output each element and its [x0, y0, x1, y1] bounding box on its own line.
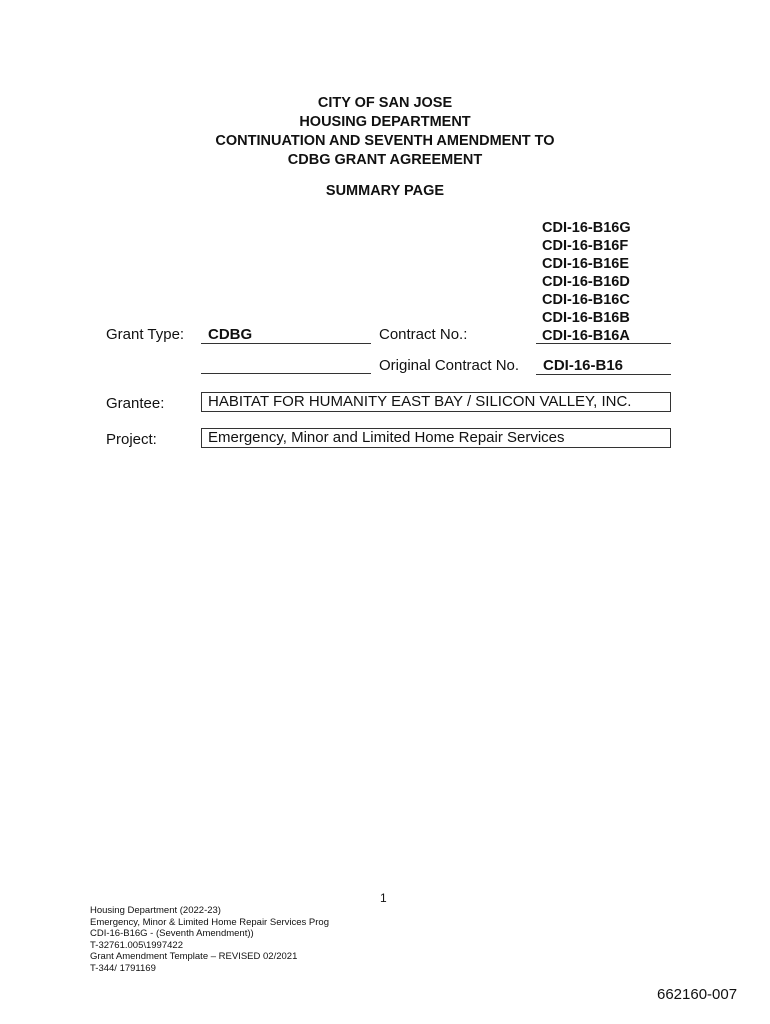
header-line-department: HOUSING DEPARTMENT: [299, 114, 471, 130]
contract-no-label: Contract No.:: [379, 326, 468, 343]
original-contract-value: CDI-16-B16: [543, 357, 624, 374]
grantee-field: [201, 392, 671, 412]
page-number: 1: [380, 891, 387, 905]
footer-line: T-32761.005\1997422: [90, 939, 183, 951]
header-line-agreement: CDBG GRANT AGREEMENT: [287, 152, 483, 168]
contract-number: CDI-16-B16G: [542, 220, 631, 236]
contract-number: CDI-16-B16D: [542, 274, 630, 290]
footer-line: Housing Department (2022-23): [90, 905, 221, 916]
original-contract-label: Original Contract No.: [379, 357, 520, 374]
project-value: Emergency, Minor and Limited Home Repair Services: [208, 429, 565, 446]
contract-no-underline: [536, 323, 671, 344]
footer-line: Grant Amendment Template – REVISED 02/2021: [90, 951, 298, 962]
project-label: Project:: [106, 431, 157, 448]
contract-number: CDI-16-B16C: [542, 292, 630, 308]
grantee-value: HABITAT FOR HUMANITY EAST BAY / SILICON VALLEY, INC.: [208, 393, 632, 410]
footer-line: T-344/ 1791169: [90, 962, 156, 974]
footer-line: Emergency, Minor & Limited Home Repair Services Prog: [90, 916, 329, 928]
grant-type-value: CDBG: [208, 326, 253, 343]
header-line-city: CITY OF SAN JOSE: [317, 95, 453, 111]
document-header: [0, 94, 770, 170]
contract-number-current: CDI-16-B16A: [542, 328, 630, 344]
blank-underline: [201, 353, 371, 374]
project-field: [201, 428, 671, 448]
document-footer: [90, 905, 329, 974]
grantee-label: Grantee:: [106, 395, 165, 412]
contract-number: CDI-16-B16E: [542, 256, 630, 272]
contract-number: CDI-16-B16B: [542, 310, 630, 326]
document-id: 662160-007: [657, 986, 738, 1003]
contract-number: CDI-16-B16F: [542, 238, 629, 254]
grant-type-label: Grant Type:: [106, 326, 185, 343]
footer-line: CDI-16-B16G - (Seventh Amendment)): [90, 928, 254, 939]
summary-page-title: SUMMARY PAGE: [325, 183, 445, 199]
header-line-amendment: CONTINUATION AND SEVENTH AMENDMENT TO: [215, 133, 555, 149]
